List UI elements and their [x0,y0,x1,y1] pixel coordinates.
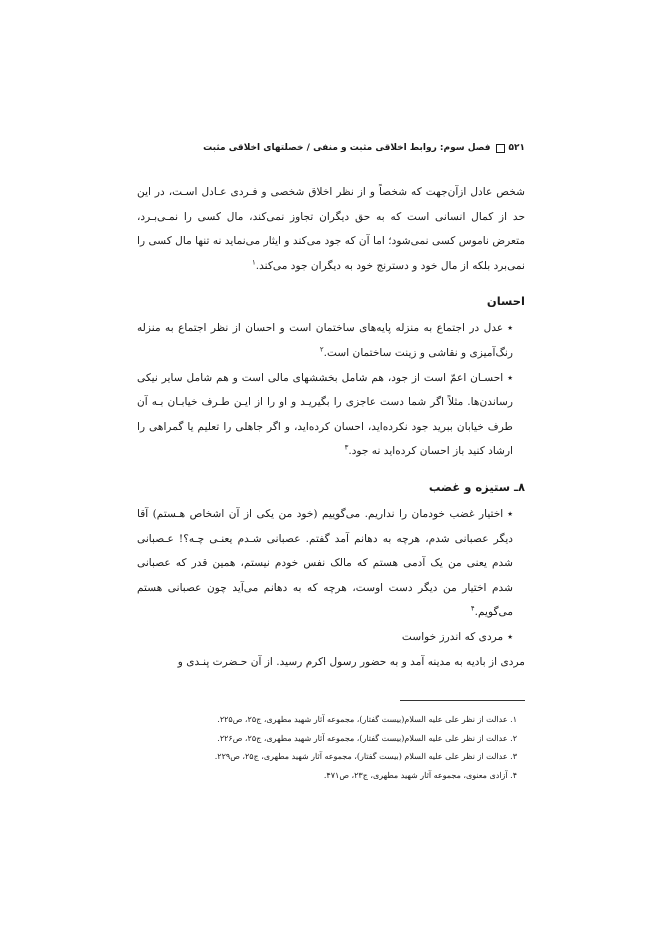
anger-item-1-text: اختیار غضب خودمان را نداریم. می‌گوییم (خود من یکی از آن اشخاص هـستم) آقا دیگر عصبانی شدم، هرچه به دهانم آمد گفتم. عصبانی شـدم یعنـی چـه؟! عـصبانی شدم یعنی من یک آدمی هستم که مالک نفس خودم نیستم، همین قدر که عصبانی شدم اختیار من دیگر دست اوست، هرچه که به دهانم می‌آید چون عصبانی هستم می‌گویم. [137,507,513,619]
asterisk-icon: ٭ [507,322,513,335]
ehsan-item-1-text: عدل در اجتماع به منزله پایه‌های ساختمان است و احسان از نظر اجتماع به منزله رنگ‌آمیزی و نقاشی و زینت ساختمان است. [137,322,513,359]
chapter-title: فصل سوم: روابط اخلاقی مثبت و منفی / خصلتهای اخلاقی مثبت [203,143,491,153]
footnote-3: ۳. عدالت از نظر علی علیه السلام (بیست گفتار)، مجموعه آثار شهید مطهری، ج۲۵، ص۲۲۹. [214,752,517,762]
footnotes [137,711,525,785]
intro-paragraph [137,180,525,278]
footnote-ref: ۳ [344,443,349,452]
heading-anger: ۸ـ ستیزه و غضب [428,479,525,494]
footnote-2: ۲. عدالت از نظر علی علیه السلام(بیست گفتار)، مجموعه آثار شهید مطهری، ج۲۵، ص۲۲۶. [217,733,517,743]
anger-paragraph: مردی از بادیه به مدینه آمد و به حضور رسول اکرم رسید. از آن حـضرت پنـدی و [177,655,525,668]
footnote-ref: ۱ [251,258,256,267]
footnote-1: ۱. عدالت از نظر علی علیه السلام(بیست گفتار)، مجموعه آثار شهید مطهری، ج۲۵، ص۲۲۵. [217,715,517,725]
book-page [137,140,525,785]
anger-item-1 [137,502,525,625]
footnote-ref: ۲ [319,345,324,354]
footnote-4: ۴. آزادی معنوی، مجموعه آثار شهید مطهری، ج۲۳، ص۴۷۱. [323,770,517,780]
heading-ehsan: احسان [486,294,525,309]
ehsan-item-2 [137,366,525,464]
footnote-divider-wrap [137,700,525,701]
intro-text: شخص عادل ازآن‌جهت که شخصاً و از نظر اخلاق شخصی و فـردی عـادل اسـت، در این حد از کمال انسانی است که به حق دیگران تجاوز نمی‌کند، مال کسی را نمـی‌بـرد، متعرض ناموس کسی نمی‌شود؛ اما آن که جود می‌کند و ایثار می‌نماید نه تنها مال کسی را نمی‌برد بلکه از مال خود و دسترنج خود به دیگران جود می‌کند. [137,186,525,272]
asterisk-icon: ٭ [507,371,513,384]
asterisk-icon: ٭ [507,630,513,643]
anger-item-2 [137,625,525,650]
asterisk-icon: ٭ [507,507,513,520]
running-header [137,140,525,156]
footnote-ref: ۴ [470,604,475,613]
footnote-divider [400,700,525,701]
page-number: ۵۲۱ [508,143,525,153]
anger-item-2-text: مردی که اندرز خواست [401,630,504,643]
ehsan-item-2-text: احسـان اعمّ است از جود، هم شامل بخششهای مالی است و هم شامل سایر نیکی رساندن‌ها. مثلاً اگر شما دست عاجزی را بگیریـد و او را از ایـن طـرف خیابـان بـه آن طرف خیابان ببرید جود نکرده‌اید، احسان کرده‌اید، و اگر جاهلی را تعلیم یا گمراهی را ارشاد کنید باز احسان کرده‌اید نه جود. [137,371,513,458]
square-bullet-icon [496,144,505,153]
ehsan-item-1 [137,316,525,365]
